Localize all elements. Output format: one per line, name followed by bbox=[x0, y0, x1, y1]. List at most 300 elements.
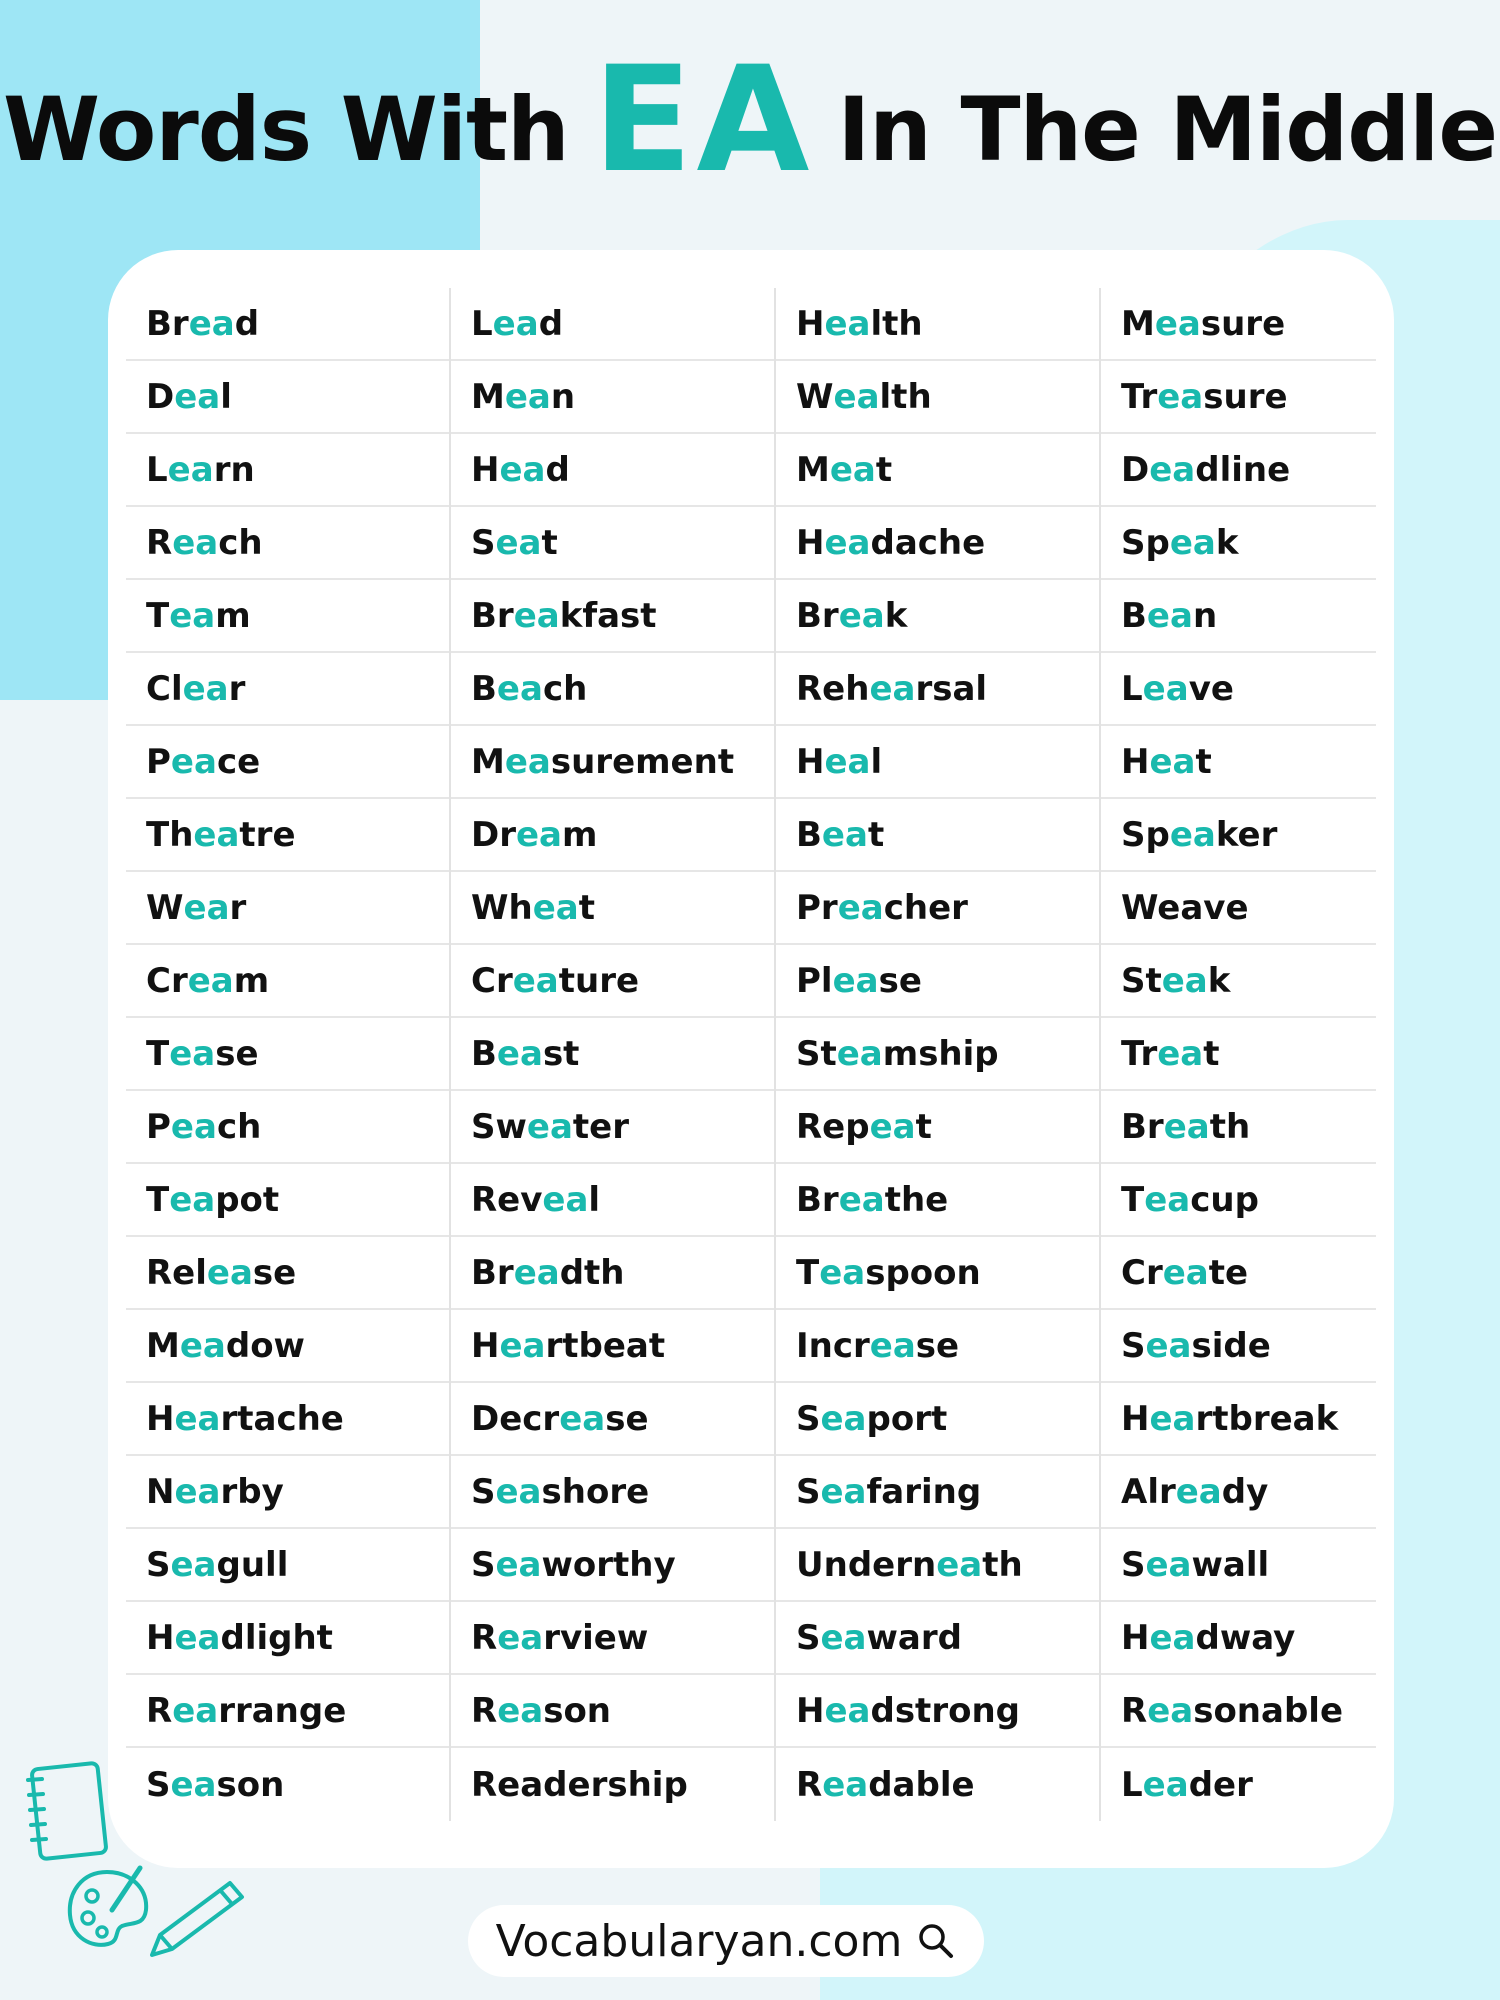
word-part: worthy bbox=[541, 1544, 676, 1585]
notebook-icon bbox=[22, 1760, 112, 1865]
word-part: H bbox=[1121, 1617, 1150, 1658]
word-highlight: ea bbox=[1157, 376, 1204, 417]
word-highlight: ea bbox=[512, 960, 559, 1001]
word-part: Dr bbox=[471, 814, 516, 855]
word-part: l bbox=[588, 1179, 601, 1220]
word-part: Sp bbox=[1121, 814, 1170, 855]
word-part: tre bbox=[239, 814, 296, 855]
word-cell bbox=[776, 434, 1099, 507]
word-highlight: ea bbox=[869, 1325, 916, 1366]
word-part: Pr bbox=[796, 887, 838, 928]
word-highlight: ea bbox=[499, 449, 546, 490]
word-part: W bbox=[796, 376, 834, 417]
word-part: the bbox=[884, 1179, 949, 1220]
word-highlight: ea bbox=[837, 887, 884, 928]
word-highlight: ea bbox=[170, 1544, 217, 1585]
word-part: dline bbox=[1195, 449, 1291, 490]
word-part: cher bbox=[883, 887, 968, 928]
word-part: dlight bbox=[220, 1617, 333, 1658]
word-cell bbox=[126, 1091, 449, 1164]
word-highlight: ea bbox=[174, 376, 221, 417]
word-cell bbox=[451, 1602, 774, 1675]
word-highlight: ea bbox=[1145, 1544, 1192, 1585]
word-highlight: ea bbox=[819, 1252, 866, 1293]
word-highlight: ea bbox=[1149, 449, 1196, 490]
word-part: l bbox=[870, 741, 883, 782]
word-part: kfast bbox=[559, 595, 657, 636]
page-title bbox=[0, 35, 1500, 205]
word-cell bbox=[451, 361, 774, 434]
word-part: R bbox=[1121, 1690, 1148, 1731]
word-part: ward bbox=[866, 1617, 962, 1658]
word-part: t bbox=[875, 449, 893, 490]
search-icon bbox=[916, 1921, 956, 1961]
word-part: H bbox=[796, 303, 825, 344]
word-part: m bbox=[233, 960, 270, 1001]
word-cell bbox=[451, 1748, 774, 1821]
word-highlight: ea bbox=[820, 1398, 867, 1439]
word-part: S bbox=[796, 1617, 821, 1658]
word-cell bbox=[776, 1018, 1099, 1091]
word-cell bbox=[126, 945, 449, 1018]
word-part: t bbox=[1195, 741, 1212, 782]
word-part: H bbox=[796, 1690, 825, 1731]
word-cell bbox=[126, 1456, 449, 1529]
word-highlight: ea bbox=[206, 1252, 253, 1293]
word-part: rview bbox=[543, 1617, 649, 1658]
word-cell bbox=[451, 288, 774, 361]
word-cell bbox=[776, 726, 1099, 799]
word-part: st bbox=[542, 1033, 580, 1074]
word-part: Cl bbox=[146, 668, 183, 709]
word-cell bbox=[1101, 1675, 1376, 1748]
word-highlight: ea bbox=[188, 303, 235, 344]
word-cell bbox=[1101, 945, 1376, 1018]
title-before: Words With bbox=[2, 77, 569, 181]
word-highlight: ea bbox=[936, 1544, 983, 1585]
word-part: m bbox=[562, 814, 598, 855]
word-highlight: ea bbox=[169, 1179, 216, 1220]
word-part: mship bbox=[882, 1033, 999, 1074]
word-cell bbox=[126, 434, 449, 507]
word-part: H bbox=[471, 1325, 500, 1366]
word-cell bbox=[776, 1164, 1099, 1237]
word-part: ce bbox=[216, 741, 261, 782]
word-highlight: ea bbox=[496, 668, 543, 709]
word-part: pot bbox=[215, 1179, 280, 1220]
word-cell bbox=[126, 1748, 449, 1821]
word-cell bbox=[1101, 1602, 1376, 1675]
word-highlight: ea bbox=[167, 449, 214, 490]
word-part: ture bbox=[558, 960, 640, 1001]
word-part: th bbox=[1209, 1106, 1251, 1147]
word-part: sonable bbox=[1193, 1690, 1343, 1731]
word-cell bbox=[451, 1456, 774, 1529]
word-highlight: ea bbox=[821, 814, 868, 855]
word-highlight: ea bbox=[169, 1033, 216, 1074]
word-part: te bbox=[1208, 1252, 1249, 1293]
word-cell bbox=[776, 288, 1099, 361]
word-part: t bbox=[1203, 1033, 1220, 1074]
word-column-2 bbox=[451, 288, 776, 1821]
word-highlight: ea bbox=[559, 1398, 606, 1439]
word-part: son bbox=[543, 1690, 612, 1731]
word-highlight: ea bbox=[193, 814, 240, 855]
word-part: se bbox=[215, 1033, 259, 1074]
word-cell bbox=[451, 1310, 774, 1383]
word-list-card bbox=[108, 250, 1394, 1868]
word-cell bbox=[1101, 361, 1376, 434]
word-part: dstrong bbox=[870, 1690, 1020, 1731]
word-cell bbox=[776, 872, 1099, 945]
word-column-3 bbox=[776, 288, 1101, 1821]
word-cell bbox=[451, 434, 774, 507]
word-cell bbox=[126, 361, 449, 434]
word-part: k bbox=[1207, 960, 1231, 1001]
word-cell bbox=[1101, 1018, 1376, 1091]
word-part: Decr bbox=[471, 1398, 560, 1439]
word-part: D bbox=[146, 376, 175, 417]
word-cell bbox=[776, 653, 1099, 726]
word-cell bbox=[776, 1675, 1099, 1748]
word-highlight: ea bbox=[170, 1764, 217, 1805]
word-cell bbox=[451, 653, 774, 726]
word-part: n bbox=[1192, 595, 1218, 636]
word-highlight: ea bbox=[504, 741, 551, 782]
word-part: T bbox=[146, 1033, 170, 1074]
word-highlight: ea bbox=[169, 595, 216, 636]
word-part: M bbox=[471, 741, 505, 782]
word-part: Weave bbox=[1121, 887, 1249, 928]
word-part: R bbox=[471, 1617, 498, 1658]
word-cell bbox=[451, 1529, 774, 1602]
word-part: rrange bbox=[218, 1690, 347, 1731]
word-part: son bbox=[216, 1764, 285, 1805]
word-part: ch bbox=[216, 1106, 262, 1147]
word-cell bbox=[451, 1018, 774, 1091]
word-cell bbox=[126, 1529, 449, 1602]
word-part: Pl bbox=[796, 960, 833, 1001]
word-highlight: ea bbox=[1157, 1033, 1204, 1074]
word-highlight: ea bbox=[499, 1325, 546, 1366]
word-part: W bbox=[146, 887, 184, 928]
word-part: Rel bbox=[146, 1252, 207, 1293]
word-part: T bbox=[146, 595, 170, 636]
word-highlight: ea bbox=[838, 595, 885, 636]
word-highlight: ea bbox=[869, 668, 916, 709]
word-cell bbox=[776, 580, 1099, 653]
word-highlight: ea bbox=[504, 376, 551, 417]
word-highlight: ea bbox=[836, 1033, 883, 1074]
word-highlight: ea bbox=[497, 1617, 544, 1658]
word-part: se bbox=[915, 1325, 960, 1366]
word-part: k bbox=[1215, 522, 1239, 563]
word-part: S bbox=[796, 1471, 821, 1512]
word-part: Br bbox=[146, 303, 189, 344]
word-part: S bbox=[471, 1471, 496, 1512]
word-highlight: ea bbox=[1146, 595, 1193, 636]
word-part: ch bbox=[218, 522, 263, 563]
word-part: d bbox=[538, 303, 564, 344]
word-part: L bbox=[146, 449, 168, 490]
word-cell bbox=[126, 507, 449, 580]
word-cell bbox=[1101, 434, 1376, 507]
word-highlight: ea bbox=[1175, 1471, 1222, 1512]
word-highlight: ea bbox=[497, 1690, 544, 1731]
word-part: B bbox=[471, 1033, 497, 1074]
word-part: S bbox=[146, 1764, 171, 1805]
word-highlight: ea bbox=[495, 522, 542, 563]
word-part: Br bbox=[471, 595, 514, 636]
word-part: T bbox=[796, 1252, 820, 1293]
word-grid bbox=[126, 288, 1376, 1821]
word-cell bbox=[776, 799, 1099, 872]
word-part: spoon bbox=[865, 1252, 981, 1293]
word-cell bbox=[776, 945, 1099, 1018]
word-cell bbox=[451, 1675, 774, 1748]
word-highlight: ea bbox=[174, 1398, 221, 1439]
word-cell bbox=[776, 1237, 1099, 1310]
word-highlight: ea bbox=[542, 1179, 589, 1220]
word-part: n bbox=[550, 376, 576, 417]
word-highlight: ea bbox=[869, 1106, 916, 1147]
word-highlight: ea bbox=[174, 1471, 221, 1512]
word-cell bbox=[776, 361, 1099, 434]
word-cell bbox=[126, 1237, 449, 1310]
word-part: H bbox=[796, 522, 825, 563]
word-part: M bbox=[796, 449, 830, 490]
word-part: port bbox=[866, 1398, 948, 1439]
word-part: der bbox=[1188, 1764, 1253, 1805]
word-part: surement bbox=[550, 741, 735, 782]
word-part: Rep bbox=[796, 1106, 870, 1147]
word-cell bbox=[1101, 1310, 1376, 1383]
word-part: sure bbox=[1200, 303, 1286, 344]
word-cell bbox=[1101, 1456, 1376, 1529]
word-part: St bbox=[1121, 960, 1162, 1001]
word-part: d bbox=[234, 303, 260, 344]
word-highlight: ea bbox=[183, 887, 230, 928]
word-cell bbox=[1101, 1529, 1376, 1602]
word-cell bbox=[1101, 653, 1376, 726]
word-part: rtbeat bbox=[545, 1325, 666, 1366]
word-part: Cr bbox=[146, 960, 188, 1001]
word-cell bbox=[776, 1602, 1099, 1675]
word-part: Br bbox=[471, 1252, 514, 1293]
word-column-4 bbox=[1101, 288, 1376, 1821]
word-cell bbox=[1101, 799, 1376, 872]
word-part: Cr bbox=[471, 960, 513, 1001]
word-highlight: ea bbox=[495, 1471, 542, 1512]
word-highlight: ea bbox=[1163, 1106, 1210, 1147]
word-part: side bbox=[1191, 1325, 1271, 1366]
word-part: Wh bbox=[471, 887, 533, 928]
word-part: Readership bbox=[471, 1764, 688, 1805]
title-highlight: EA bbox=[592, 35, 814, 205]
word-highlight: ea bbox=[1162, 1252, 1209, 1293]
word-cell bbox=[776, 1310, 1099, 1383]
word-cell bbox=[126, 1164, 449, 1237]
word-part: k bbox=[884, 595, 908, 636]
word-cell bbox=[1101, 580, 1376, 653]
word-highlight: ea bbox=[513, 595, 560, 636]
word-cell bbox=[776, 507, 1099, 580]
word-part: lth bbox=[879, 376, 932, 417]
word-part: lth bbox=[870, 303, 923, 344]
word-cell bbox=[126, 726, 449, 799]
word-part: H bbox=[1121, 1398, 1150, 1439]
word-cell bbox=[1101, 1164, 1376, 1237]
word-part: dable bbox=[868, 1764, 975, 1805]
word-part: t bbox=[541, 522, 558, 563]
word-highlight: ea bbox=[1142, 668, 1189, 709]
word-part: H bbox=[471, 449, 500, 490]
word-part: dache bbox=[870, 522, 986, 563]
word-highlight: ea bbox=[822, 1764, 869, 1805]
word-part: B bbox=[796, 814, 822, 855]
word-part: ch bbox=[542, 668, 588, 709]
word-part: shore bbox=[541, 1471, 650, 1512]
word-cell bbox=[1101, 1091, 1376, 1164]
word-highlight: ea bbox=[1147, 1690, 1194, 1731]
word-highlight: ea bbox=[532, 887, 579, 928]
word-highlight: ea bbox=[1154, 303, 1201, 344]
word-cell bbox=[776, 1383, 1099, 1456]
word-part: P bbox=[146, 1106, 171, 1147]
word-highlight: ea bbox=[1142, 1764, 1189, 1805]
word-part: Br bbox=[1121, 1106, 1164, 1147]
word-highlight: ea bbox=[170, 741, 217, 782]
word-cell bbox=[1101, 1748, 1376, 1821]
word-cell bbox=[776, 1091, 1099, 1164]
word-part: R bbox=[796, 1764, 823, 1805]
word-highlight: ea bbox=[492, 303, 539, 344]
word-cell bbox=[451, 580, 774, 653]
word-part: T bbox=[1121, 1179, 1145, 1220]
word-part: d bbox=[545, 449, 570, 490]
word-highlight: ea bbox=[1149, 741, 1196, 782]
site-name: Vocabularyan.com bbox=[495, 1915, 903, 1967]
word-cell bbox=[126, 872, 449, 945]
word-part: ve bbox=[1188, 668, 1234, 709]
word-part: L bbox=[471, 303, 493, 344]
word-highlight: ea bbox=[187, 960, 234, 1001]
word-part: R bbox=[146, 522, 173, 563]
word-highlight: ea bbox=[496, 1033, 543, 1074]
word-highlight: ea bbox=[526, 1106, 573, 1147]
word-cell bbox=[451, 1164, 774, 1237]
word-cell bbox=[126, 1383, 449, 1456]
word-part: t bbox=[578, 887, 595, 928]
word-part: dy bbox=[1221, 1471, 1269, 1512]
word-part: P bbox=[146, 741, 171, 782]
word-highlight: ea bbox=[1145, 1325, 1192, 1366]
word-part: R bbox=[471, 1690, 498, 1731]
word-cell bbox=[451, 1091, 774, 1164]
word-highlight: ea bbox=[833, 376, 880, 417]
word-highlight: ea bbox=[170, 1106, 217, 1147]
word-cell bbox=[451, 799, 774, 872]
word-cell bbox=[451, 872, 774, 945]
word-part: D bbox=[1121, 449, 1150, 490]
word-highlight: ea bbox=[1144, 1179, 1191, 1220]
word-part: Incr bbox=[796, 1325, 870, 1366]
word-part: L bbox=[1121, 668, 1143, 709]
word-part: r bbox=[229, 887, 247, 928]
word-part: dow bbox=[225, 1325, 305, 1366]
word-part: se bbox=[878, 960, 922, 1001]
word-highlight: ea bbox=[179, 1325, 226, 1366]
word-cell bbox=[1101, 507, 1376, 580]
word-part: Sp bbox=[1121, 522, 1170, 563]
word-cell bbox=[1101, 872, 1376, 945]
word-part: M bbox=[146, 1325, 180, 1366]
word-part: l bbox=[220, 376, 232, 417]
word-highlight: ea bbox=[174, 1617, 221, 1658]
title-after: In The Middle bbox=[837, 77, 1498, 181]
word-cell bbox=[126, 799, 449, 872]
word-part: Tr bbox=[1121, 376, 1158, 417]
word-highlight: ea bbox=[172, 522, 219, 563]
word-highlight: ea bbox=[829, 449, 876, 490]
word-cell bbox=[776, 1456, 1099, 1529]
word-cell bbox=[126, 580, 449, 653]
footer-site-badge[interactable] bbox=[468, 1905, 984, 1977]
word-highlight: ea bbox=[516, 814, 563, 855]
word-part: S bbox=[146, 1544, 171, 1585]
word-part: t bbox=[915, 1106, 932, 1147]
word-highlight: ea bbox=[495, 1544, 542, 1585]
word-part: R bbox=[146, 1690, 173, 1731]
word-part: rtbreak bbox=[1195, 1398, 1339, 1439]
word-part: S bbox=[1121, 1325, 1146, 1366]
word-part: Undern bbox=[796, 1544, 937, 1585]
word-part: H bbox=[146, 1617, 175, 1658]
word-column-1 bbox=[126, 288, 451, 1821]
word-part: dth bbox=[559, 1252, 625, 1293]
word-part: H bbox=[146, 1398, 175, 1439]
word-highlight: ea bbox=[1149, 1617, 1196, 1658]
word-part: S bbox=[796, 1398, 821, 1439]
word-part: gull bbox=[216, 1544, 289, 1585]
word-part: ker bbox=[1215, 814, 1278, 855]
word-cell bbox=[126, 1018, 449, 1091]
word-highlight: ea bbox=[1149, 1398, 1196, 1439]
word-highlight: ea bbox=[838, 1179, 885, 1220]
word-part: r bbox=[228, 668, 246, 709]
word-part: rtache bbox=[220, 1398, 344, 1439]
word-highlight: ea bbox=[1169, 522, 1216, 563]
word-cell bbox=[451, 1383, 774, 1456]
word-highlight: ea bbox=[820, 1471, 867, 1512]
word-part: wall bbox=[1191, 1544, 1270, 1585]
word-part: dway bbox=[1195, 1617, 1296, 1658]
word-part: S bbox=[471, 1544, 496, 1585]
word-part: rn bbox=[213, 449, 255, 490]
word-part: Br bbox=[796, 1179, 839, 1220]
word-cell bbox=[1101, 726, 1376, 799]
word-part: S bbox=[1121, 1544, 1146, 1585]
word-part: faring bbox=[866, 1471, 982, 1512]
word-cell bbox=[451, 507, 774, 580]
word-highlight: ea bbox=[824, 522, 871, 563]
word-part: se bbox=[605, 1398, 649, 1439]
word-part: H bbox=[796, 741, 825, 782]
paint-palette-icon bbox=[62, 1860, 152, 1955]
word-part: T bbox=[146, 1179, 170, 1220]
word-part: Reh bbox=[796, 668, 870, 709]
word-part: Br bbox=[796, 595, 839, 636]
